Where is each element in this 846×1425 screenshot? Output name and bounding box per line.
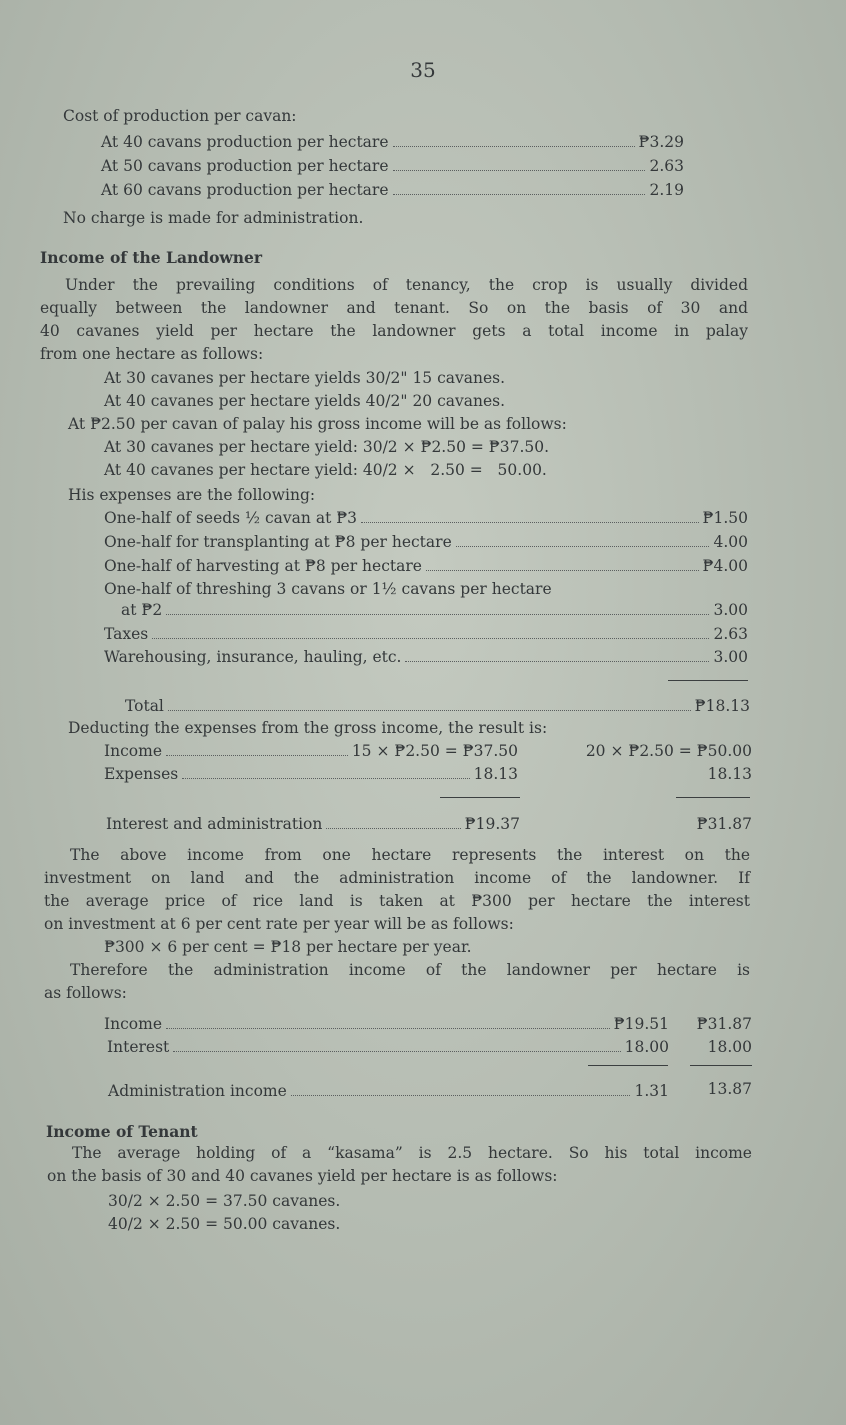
- total-row: Total ₱18.13: [125, 697, 750, 715]
- paragraph-line: as follows:: [44, 984, 127, 1002]
- income-row: Income 15 × ₱2.50 = ₱37.50: [104, 742, 518, 760]
- cost-row: At 60 cavans production per hectare 2.19: [101, 181, 684, 199]
- formula-line: ₱300 × 6 per cent = ₱18 per hectare per year.: [104, 938, 472, 956]
- paragraph-line: on investment at 6 per cent rate per year will be as follows:: [44, 915, 514, 933]
- admin-total-row: Administration income 1.31: [108, 1082, 669, 1100]
- price-line: At ₱2.50 per cavan of palay his gross income will be as follows:: [68, 415, 567, 433]
- yield-line: At 30 cavanes per hectare yields 30/2" 15 cavanes.: [104, 369, 506, 387]
- tenant-line: 40/2 × 2.50 = 50.00 cavanes.: [108, 1215, 341, 1233]
- tenant-heading: Income of Tenant: [46, 1122, 198, 1141]
- cost-note: No charge is made for administration.: [63, 209, 364, 227]
- landowner-heading: Income of the Landowner: [40, 248, 263, 267]
- paragraph-line: equally between the landowner and tenant. So on the basis of 30 and: [40, 299, 748, 317]
- expense-row: Warehousing, insurance, hauling, etc. 3.00: [104, 648, 748, 666]
- paragraph-line: from one hectare as follows:: [40, 345, 264, 363]
- cost-row: At 40 cavans production per hectare ₱3.29: [101, 133, 684, 151]
- yield-line: At 40 cavanes per hectare yields 40/2" 20 cavanes.: [104, 392, 506, 410]
- interest-admin-col2: ₱31.87: [696, 815, 752, 833]
- paragraph-line: investment on land and the administration income of the landowner. If: [44, 869, 750, 887]
- expenses-row: Expenses 18.13: [104, 765, 518, 783]
- tenant-line: 30/2 × 2.50 = 37.50 cavanes.: [108, 1192, 341, 1210]
- paragraph-line: Therefore the administration income of the landowner per hectare is: [70, 961, 750, 979]
- sum-rule: [676, 797, 750, 798]
- expense-row: One-half of harvesting at ₱8 per hectare ₱4.00: [104, 557, 748, 575]
- paragraph-line: Under the prevailing conditions of tenancy, the crop is usually divided: [65, 276, 748, 294]
- expenses-heading: His expenses are the following:: [68, 486, 316, 504]
- sum-rule: [588, 1065, 668, 1066]
- interest-admin-row: Interest and administration ₱19.37: [106, 815, 520, 833]
- gross-line: At 40 cavanes per hectare yield: 40/2 × 2.50 = 50.00.: [104, 461, 547, 479]
- admin-total-col2: 13.87: [707, 1080, 752, 1098]
- paragraph-line: The average holding of a “kasama” is 2.5 hectare. So his total income: [72, 1144, 752, 1162]
- gross-line: At 30 cavanes per hectare yield: 30/2 × ₱2.50 = ₱37.50.: [104, 438, 550, 456]
- expense-row: One-half for transplanting at ₱8 per hectare 4.00: [104, 533, 748, 551]
- expense-row-wrap: One-half of threshing 3 cavans or 1½ cavans per hectare: [104, 580, 552, 598]
- expense-row: One-half of seeds ½ cavan at ₱3 ₱1.50: [104, 509, 748, 527]
- cost-heading: Cost of production per cavan:: [63, 107, 297, 125]
- admin-row: Income ₱19.51: [104, 1015, 669, 1033]
- sum-rule: [440, 797, 520, 798]
- paragraph-line: the average price of rice land is taken at ₱300 per hectare the interest: [44, 892, 750, 910]
- sum-rule: [690, 1065, 752, 1066]
- expense-row: at ₱2 3.00: [121, 601, 748, 619]
- paragraph-line: 40 cavanes yield per hectare the landowner gets a total income in palay: [40, 322, 748, 340]
- paragraph-line: The above income from one hectare represents the interest on the: [70, 846, 750, 864]
- page-number: 35: [410, 58, 436, 82]
- admin-row: Interest 18.00: [107, 1038, 669, 1056]
- cost-row: At 50 cavans production per hectare 2.63: [101, 157, 684, 175]
- sum-rule: [668, 680, 748, 681]
- income-col2: 20 × ₱2.50 = ₱50.00: [585, 742, 752, 760]
- expenses-col2: 18.13: [707, 765, 752, 783]
- expense-row: Taxes 2.63: [104, 625, 748, 643]
- admin-col2: ₱31.87: [696, 1015, 752, 1033]
- paragraph-line: on the basis of 30 and 40 cavanes yield per hectare is as follows:: [47, 1167, 558, 1185]
- admin-col2: 18.00: [707, 1038, 752, 1056]
- deducting-line: Deducting the expenses from the gross income, the result is:: [68, 719, 548, 737]
